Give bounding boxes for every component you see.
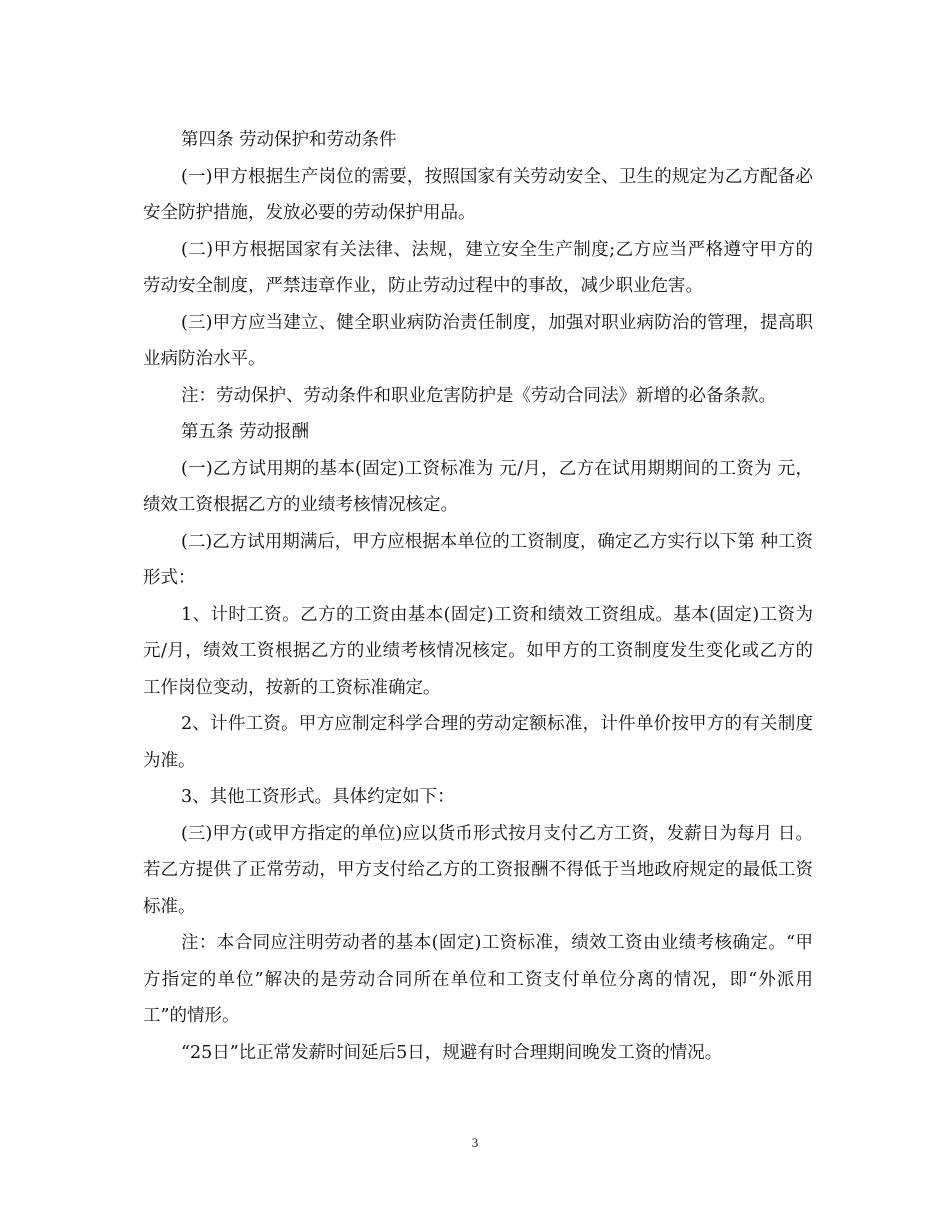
paragraph-4-3: (三)甲方应当建立、健全职业病防治责任制度，加强对职业病防治的管理，提高职业病防治水平。: [143, 312, 813, 369]
page-number: 3: [471, 1135, 479, 1150]
document-body: [143, 122, 813, 1071]
paragraph-5-2-item-1: 1、计时工资。乙方的工资由基本(固定)工资和绩效工资组成。基本(固定)工资为 元/月，绩效工资根据乙方的业绩考核情况核定。如甲方的工资制度发生变化或乙方的工作岗位变动，按新的工资标准确定。: [143, 604, 813, 698]
note-5-payday: “25日”比正常发薪时间延后5日，规避有时合理期间晚发工资的情况。: [181, 1042, 723, 1063]
paragraph-4-2: (二)甲方根据国家有关法律、法规，建立安全生产制度;乙方应当严格遵守甲方的劳动安全制度，严禁违章作业，防止劳动过程中的事故，减少职业危害。: [143, 239, 813, 296]
paragraph-5-2-item-2: 2、计件工资。甲方应制定科学合理的劳动定额标准，计件单价按甲方的有关制度为准。: [143, 714, 813, 771]
paragraph-5-2: (二)乙方试用期满后，甲方应根据本单位的工资制度，确定乙方实行以下第 种工资形式：: [143, 531, 813, 588]
paragraph-5-3: (三)甲方(或甲方指定的单位)应以货币形式按月支付乙方工资，发薪日为每月 日。若乙方提供了正常劳动，甲方支付给乙方的工资报酬不得低于当地政府规定的最低工资标准。: [143, 823, 813, 917]
paragraph-4-1: (一)甲方根据生产岗位的需要，按照国家有关劳动安全、卫生的规定为乙方配备必安全防护措施，发放必要的劳动保护用品。: [143, 166, 813, 223]
paragraph-5-1: (一)乙方试用期的基本(固定)工资标准为 元/月，乙方在试用期期间的工资为 元，绩效工资根据乙方的业绩考核情况核定。: [143, 458, 813, 515]
note-5: 注：本合同应注明劳动者的基本(固定)工资标准，绩效工资由业绩考核确定。“甲方指定的单位”解决的是劳动合同所在单位和工资支付单位分离的情况，即“外派用工”的情形。: [143, 933, 813, 1026]
article-4-heading: 第四条 劳动保护和劳动条件: [181, 130, 397, 150]
note-4: 注：劳动保护、劳动条件和职业危害防护是《劳动合同法》新增的必备条款。: [181, 385, 776, 406]
paragraph-5-2-item-3: 3、其他工资形式。具体约定如下：: [181, 787, 455, 807]
article-5-heading: 第五条 劳动报酬: [181, 422, 310, 442]
